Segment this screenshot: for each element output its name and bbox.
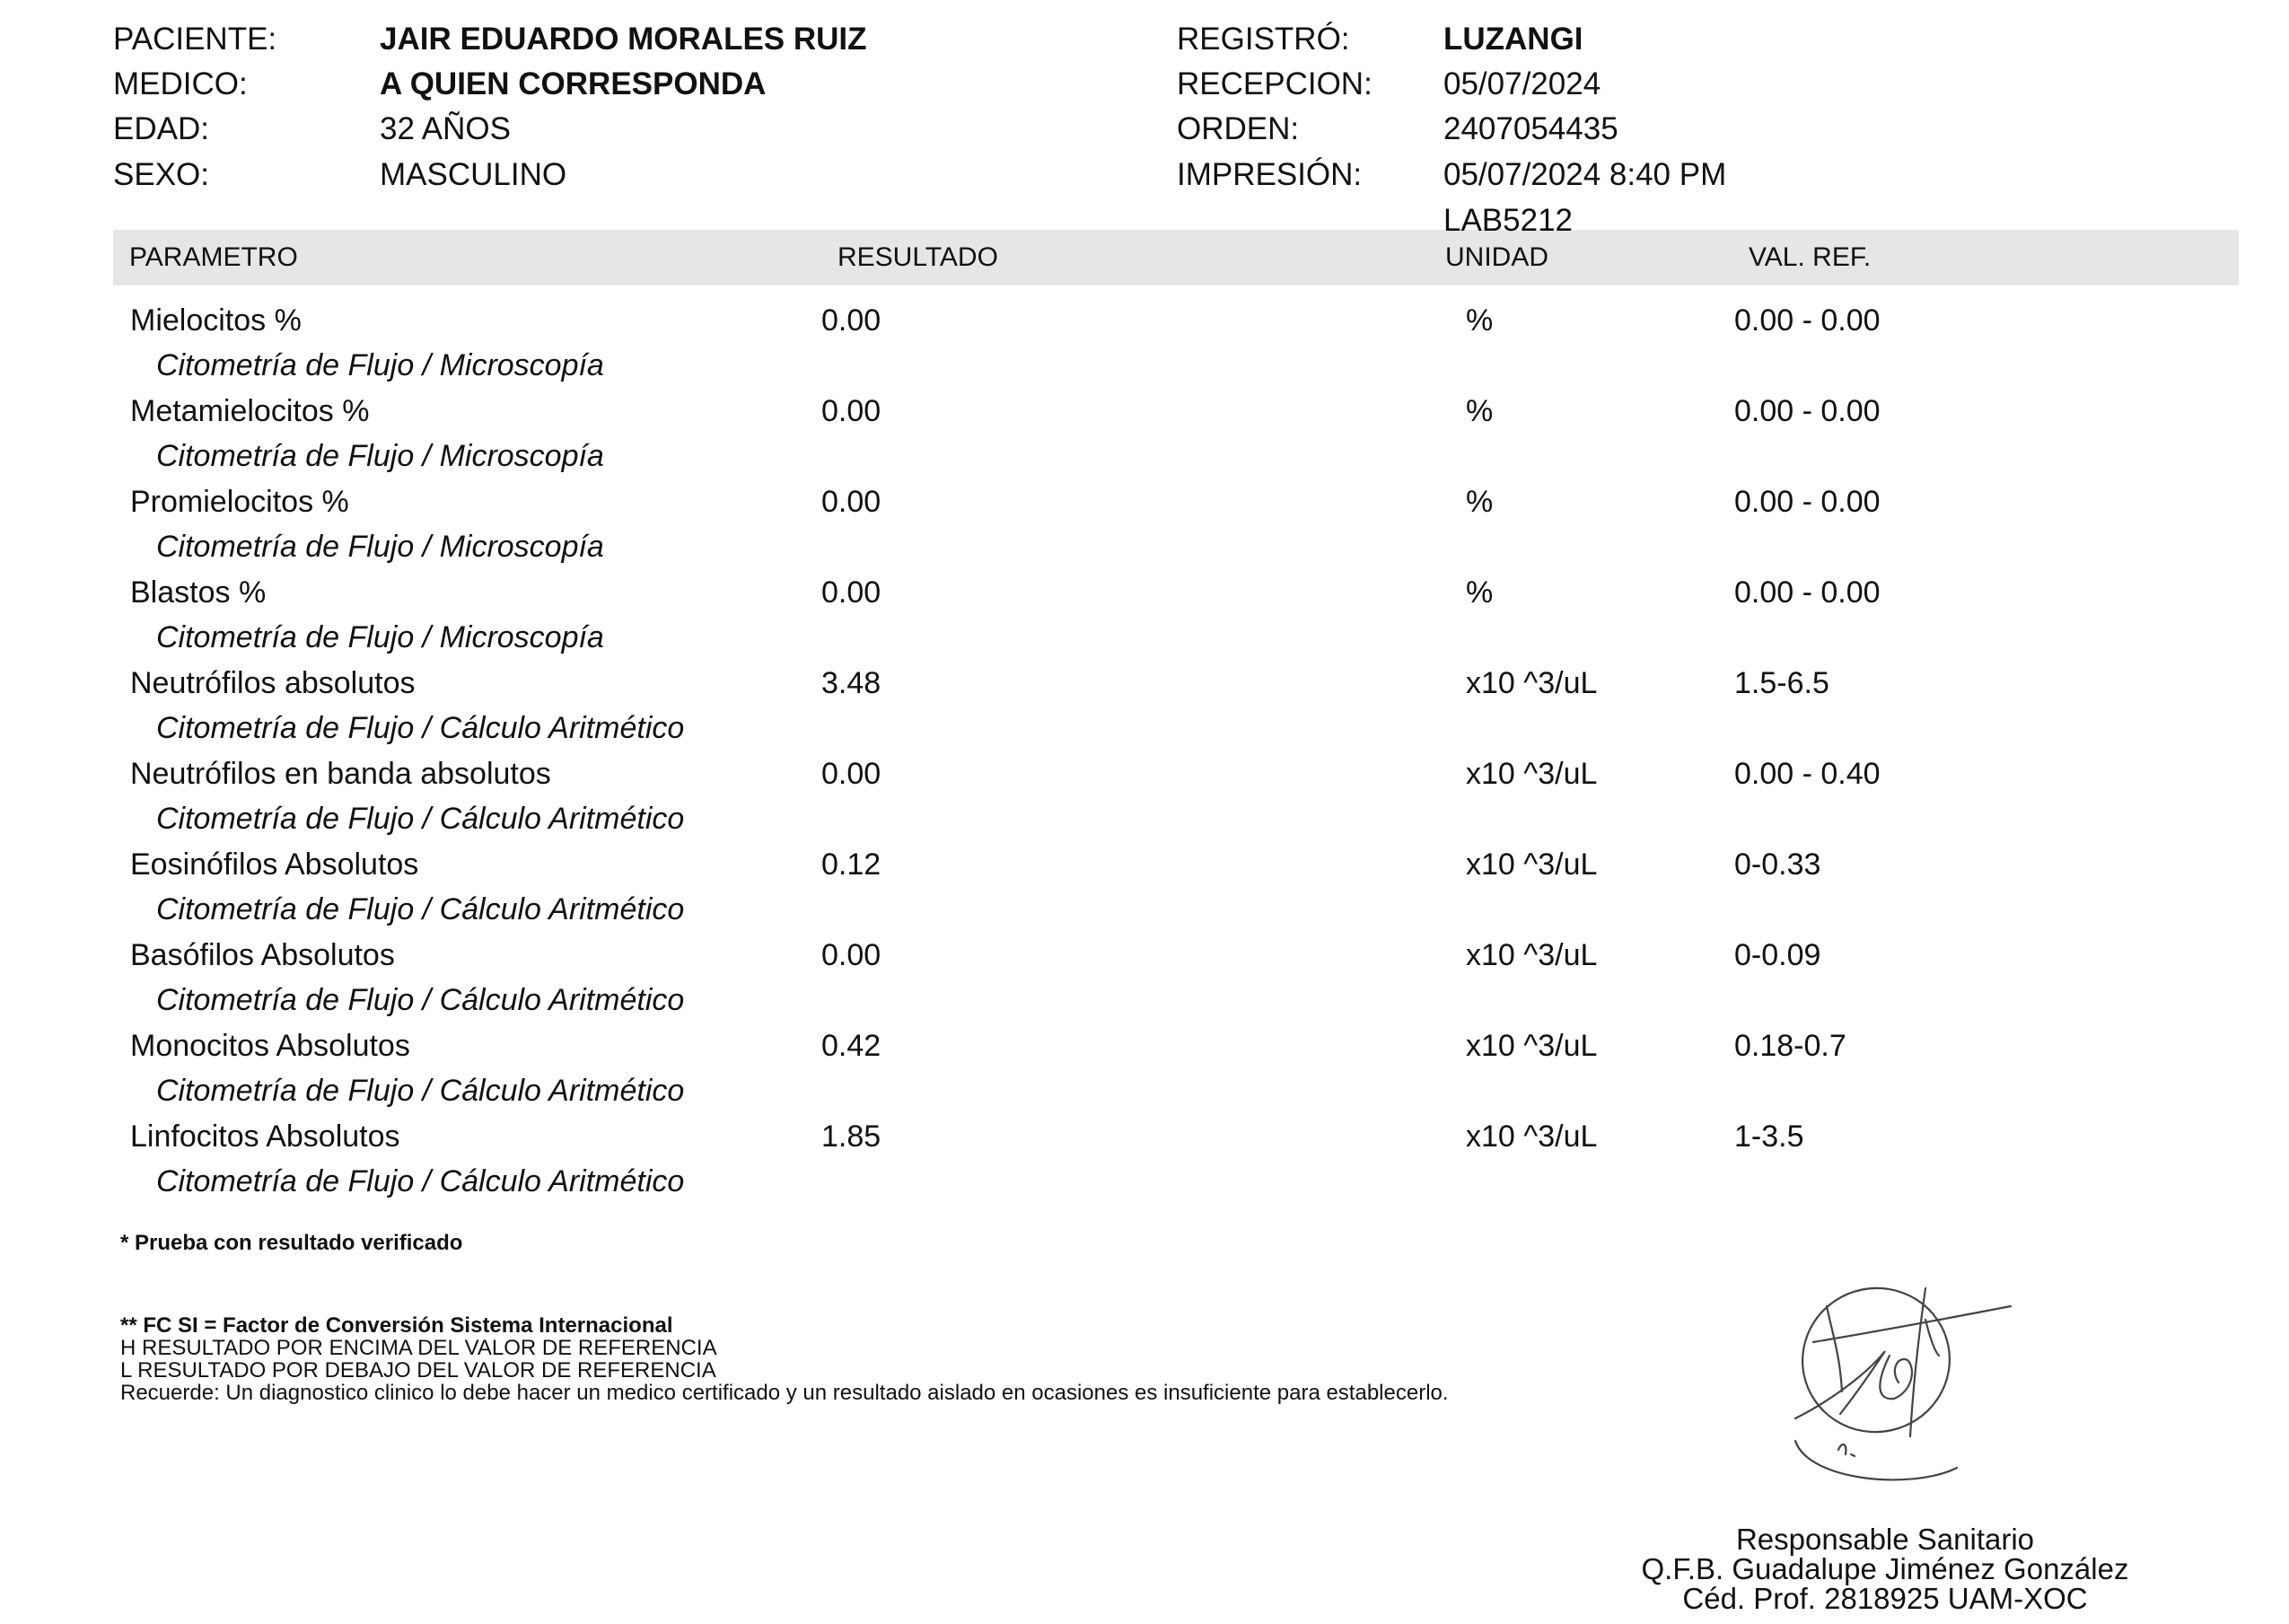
patient-name: JAIR EDUARDO MORALES RUIZ <box>380 22 867 57</box>
result-value: 0.00 <box>821 575 881 610</box>
doctor-name: A QUIEN CORRESPONDA <box>380 66 767 101</box>
method-name: Citometría de Flujo / Cálculo Aritmético <box>156 802 685 836</box>
col-reference: VAL. REF. <box>1749 242 1872 272</box>
result-value: 3.48 <box>821 666 881 700</box>
unit-value: % <box>1466 303 1494 338</box>
reference-value: 0-0.09 <box>1734 938 1821 972</box>
disclaimer-note: Recuerde: Un diagnostico clinico lo debe hacer un medico certificado y un resultado aislado en ocasiones es insuficiente para establecerlo. <box>120 1381 1449 1405</box>
registered-by-label: REGISTRÓ: <box>1177 22 1350 57</box>
verified-note: * Prueba con resultado verificado <box>120 1231 463 1255</box>
method-name: Citometría de Flujo / Microscopía <box>156 348 604 382</box>
result-value: 0.12 <box>821 847 881 882</box>
reference-value: 0.00 - 0.00 <box>1734 485 1881 519</box>
print-label: IMPRESIÓN: <box>1177 157 1363 192</box>
parameter-name: Linfocitos Absolutos <box>130 1119 400 1154</box>
doctor-label: MEDICO: <box>113 66 248 101</box>
reference-value: 0.00 - 0.00 <box>1734 303 1881 338</box>
table-row <box>0 1119 2289 1210</box>
table-row <box>0 394 2289 485</box>
table-row <box>0 1029 2289 1119</box>
parameter-name: Basófilos Absolutos <box>130 938 395 972</box>
table-row <box>0 666 2289 757</box>
table-row <box>0 757 2289 847</box>
sex-label: SEXO: <box>113 157 209 192</box>
age-label: EDAD: <box>113 111 209 146</box>
method-name: Citometría de Flujo / Cálculo Aritmético <box>156 892 685 926</box>
order-label: ORDEN: <box>1177 111 1300 146</box>
result-value: 1.85 <box>821 1119 881 1154</box>
col-parameter: PARAMETRO <box>129 242 298 272</box>
result-value: 0.00 <box>821 757 881 791</box>
reference-value: 0.00 - 0.00 <box>1734 575 1881 610</box>
unit-value: x10 ^3/uL <box>1466 938 1598 972</box>
order-number: 2407054435 <box>1443 111 1618 146</box>
sex-value: MASCULINO <box>380 157 567 192</box>
result-value: 0.00 <box>821 485 881 519</box>
unit-value: x10 ^3/uL <box>1466 1119 1598 1154</box>
unit-value: x10 ^3/uL <box>1466 1029 1598 1063</box>
result-value: 0.00 <box>821 303 881 338</box>
table-row <box>0 303 2289 394</box>
reference-value: 0.18-0.7 <box>1734 1029 1846 1063</box>
parameter-name: Neutrófilos en banda absolutos <box>130 757 551 791</box>
unit-value: x10 ^3/uL <box>1466 666 1598 700</box>
reference-value: 1-3.5 <box>1734 1119 1804 1154</box>
parameter-name: Metamielocitos % <box>130 394 370 428</box>
high-result-note: H RESULTADO POR ENCIMA DEL VALOR DE REFERENCIA <box>120 1336 717 1360</box>
unit-value: x10 ^3/uL <box>1466 847 1598 882</box>
table-row <box>0 575 2289 666</box>
reference-value: 0.00 - 0.00 <box>1734 394 1881 428</box>
unit-value: % <box>1466 394 1494 428</box>
unit-value: % <box>1466 575 1494 610</box>
age-value: 32 AÑOS <box>380 111 511 146</box>
reference-value: 0-0.33 <box>1734 847 1821 882</box>
col-unit: UNIDAD <box>1445 242 1549 272</box>
results-table-header <box>113 230 2239 285</box>
table-row <box>0 485 2289 575</box>
signature-name: Q.F.B. Guadalupe Jiménez González <box>1641 1552 2129 1585</box>
result-value: 0.42 <box>821 1029 881 1063</box>
parameter-name: Promielocitos % <box>130 485 349 519</box>
lab-code: LAB5212 <box>1443 203 1574 238</box>
registered-by-value: LUZANGI <box>1443 22 1583 57</box>
table-row <box>0 847 2289 938</box>
parameter-name: Mielocitos % <box>130 303 302 338</box>
signature-icon <box>1741 1266 2029 1499</box>
parameter-name: Eosinófilos Absolutos <box>130 847 419 882</box>
signature-license: Céd. Prof. 2818925 UAM-XOC <box>1682 1582 2088 1615</box>
method-name: Citometría de Flujo / Cálculo Aritmético <box>156 1164 685 1198</box>
reference-value: 0.00 - 0.40 <box>1734 757 1881 791</box>
patient-label: PACIENTE: <box>113 22 277 57</box>
method-name: Citometría de Flujo / Microscopía <box>156 620 604 654</box>
print-datetime: 05/07/2024 8:40 PM <box>1443 157 1727 192</box>
reception-date: 05/07/2024 <box>1443 66 1601 101</box>
parameter-name: Blastos % <box>130 575 267 610</box>
method-name: Citometría de Flujo / Cálculo Aritmético <box>156 983 685 1017</box>
signature-title: Responsable Sanitario <box>1735 1523 2035 1556</box>
reference-value: 1.5-6.5 <box>1734 666 1829 700</box>
col-result: RESULTADO <box>838 242 998 272</box>
result-value: 0.00 <box>821 394 881 428</box>
method-name: Citometría de Flujo / Microscopía <box>156 530 604 564</box>
parameter-name: Monocitos Absolutos <box>130 1029 410 1063</box>
method-name: Citometría de Flujo / Cálculo Aritmético <box>156 1074 685 1108</box>
table-row <box>0 938 2289 1029</box>
unit-value: x10 ^3/uL <box>1466 757 1598 791</box>
unit-value: % <box>1466 485 1494 519</box>
reception-label: RECEPCION: <box>1177 66 1373 101</box>
method-name: Citometría de Flujo / Cálculo Aritmético <box>156 711 685 745</box>
fc-si-note: ** FC SI = Factor de Conversión Sistema Internacional <box>120 1313 673 1338</box>
method-name: Citometría de Flujo / Microscopía <box>156 439 604 473</box>
result-value: 0.00 <box>821 938 881 972</box>
low-result-note: L RESULTADO POR DEBAJO DEL VALOR DE REFERENCIA <box>120 1358 716 1383</box>
parameter-name: Neutrófilos absolutos <box>130 666 416 700</box>
